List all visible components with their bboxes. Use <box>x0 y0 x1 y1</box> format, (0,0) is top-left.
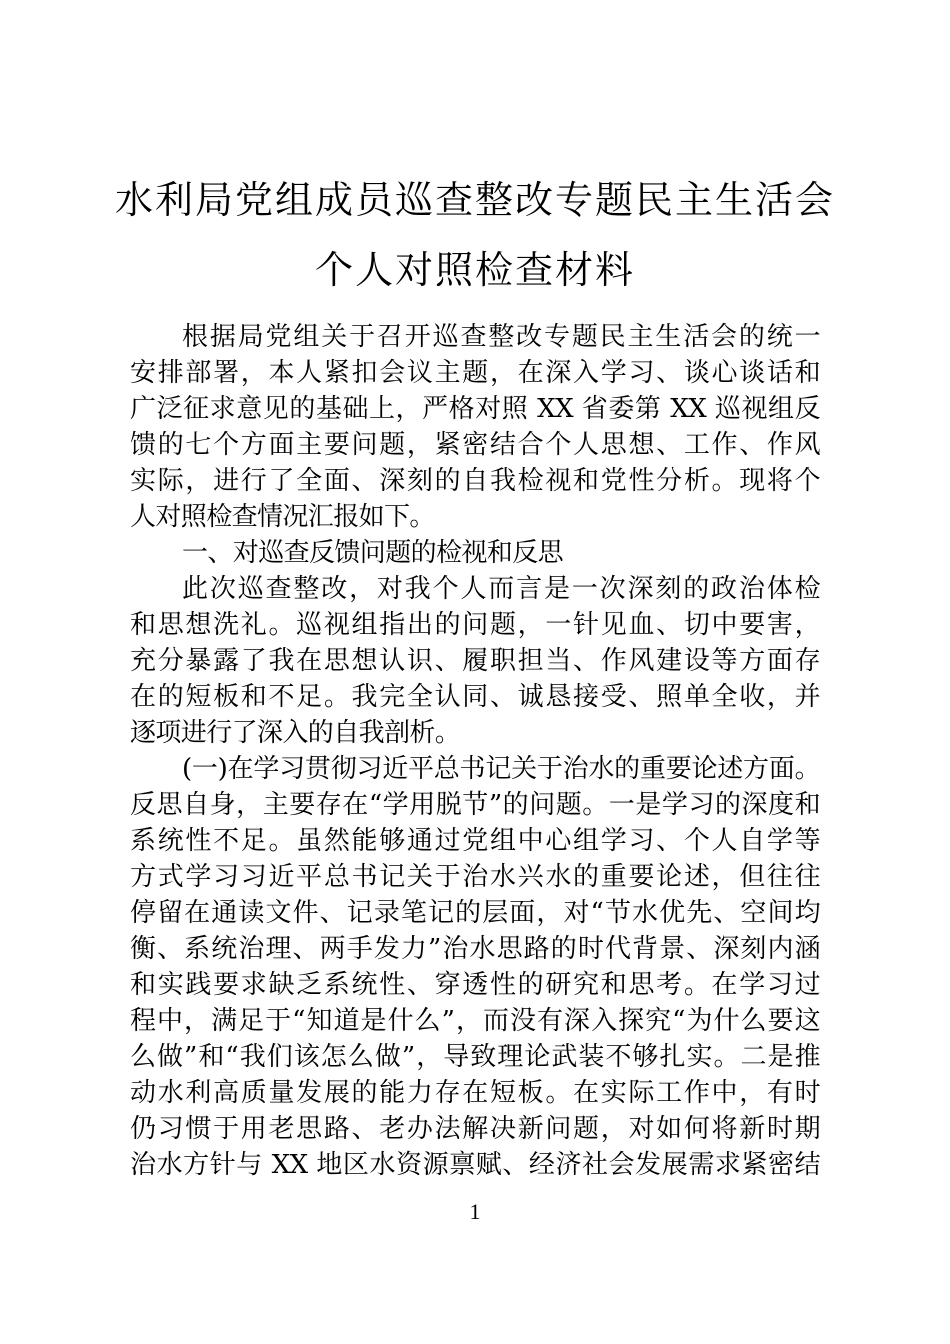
text-line: 根据局党组关于召开巡查整改专题民主生活会的统一 <box>182 322 820 352</box>
text-line: 一、对巡查反馈问题的检视和反思 <box>182 538 564 568</box>
text-line: 实际，进行了全面、深刻的自我检视和党性分析。现将个 <box>130 466 820 496</box>
document-body <box>130 319 820 1183</box>
page-number: 1 <box>469 1199 481 1224</box>
text-line: 停留在通读文件、记录笔记的层面，对“节水优先、空间均 <box>130 898 820 928</box>
section-heading-1 <box>130 535 820 571</box>
intro-paragraph <box>130 319 820 535</box>
text-line: 系统性不足。虽然能够通过党组中心组学习、个人自学等 <box>130 826 820 856</box>
text-line: 治水方针与 XX 地区水资源禀赋、经济社会发展需求紧密结 <box>130 1150 820 1180</box>
text-line: 衡、系统治理、两手发力”治水思路的时代背景、深刻内涵 <box>130 934 820 964</box>
text-line: 安排部署，本人紧扣会议主题，在深入学习、谈心谈话和 <box>130 358 820 388</box>
document-title-line-1: 水利局党组成员巡查整改专题民主生活会 <box>114 178 835 222</box>
text-line: 和思想洗礼。巡视组指出的问题，一针见血、切中要害， <box>130 610 820 640</box>
text-line: 仍习惯于用老思路、老办法解决新问题，对如何将新时期 <box>130 1114 820 1144</box>
text-line: 逐项进行了深入的自我剖析。 <box>130 718 461 748</box>
text-line: 方式学习习近平总书记关于治水兴水的重要论述，但往往 <box>130 862 820 892</box>
text-line: 馈的七个方面主要问题，紧密结合个人思想、工作、作风 <box>130 430 820 460</box>
text-line: 么做”和“我们该怎么做”，导致理论武装不够扎实。二是推 <box>130 1042 820 1072</box>
text-line: 动水利高质量发展的能力存在短板。在实际工作中，有时 <box>130 1078 820 1108</box>
text-line: 充分暴露了我在思想认识、履职担当、作风建设等方面存 <box>130 646 820 676</box>
text-line: (一)在学习贯彻习近平总书记关于治水的重要论述方面。 <box>182 754 820 784</box>
text-line: 和实践要求缺乏系统性、穿透性的研究和思考。在学习过 <box>130 970 820 1000</box>
document-title-line-2: 个人对照检查材料 <box>314 248 635 292</box>
text-line: 广泛征求意见的基础上，严格对照 XX 省委第 XX 巡视组反 <box>130 394 820 424</box>
subsection-1-paragraph <box>130 751 820 1183</box>
text-line: 在的短板和不足。我完全认同、诚恳接受、照单全收，并 <box>130 682 820 712</box>
text-line: 程中，满足于“知道是什么”，而没有深入探究“为什么要这 <box>130 1006 820 1036</box>
text-line: 此次巡查整改，对我个人而言是一次深刻的政治体检 <box>182 574 820 604</box>
text-line: 反思自身，主要存在“学用脱节”的问题。一是学习的深度和 <box>130 790 820 820</box>
section-1-paragraph <box>130 571 820 751</box>
text-line: 人对照检查情况汇报如下。 <box>130 502 435 532</box>
